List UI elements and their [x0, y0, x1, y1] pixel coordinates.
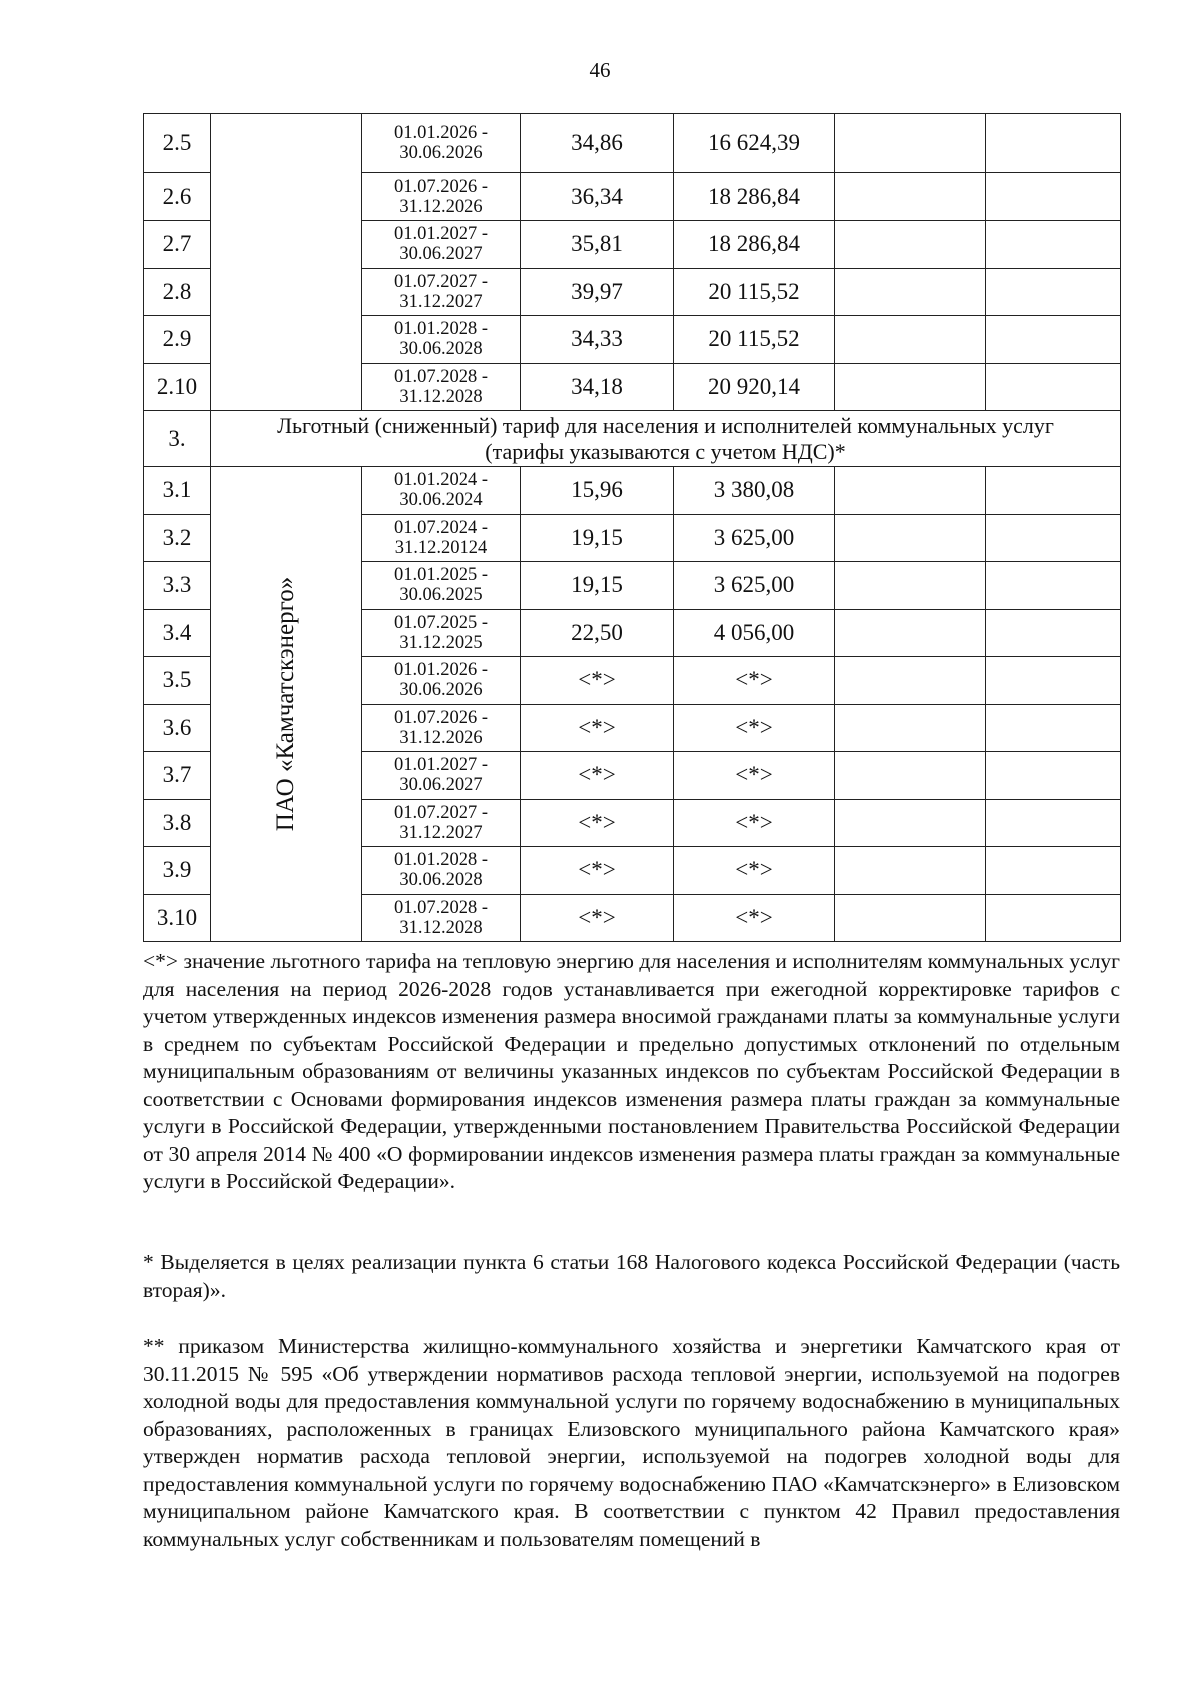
empty-cell [986, 562, 1121, 610]
row-number: 3.10 [144, 894, 211, 942]
period-cell [362, 657, 521, 705]
period-cell [362, 752, 521, 800]
empty-cell [986, 514, 1121, 562]
row-number: 2.7 [144, 221, 211, 269]
period-start: 01.01.2025 - [393, 565, 489, 586]
value-cell: 34,86 [521, 114, 674, 173]
period-end: 30.06.2027 [399, 775, 483, 796]
period-cell [362, 799, 521, 847]
value-cell: 3 625,00 [674, 514, 835, 562]
row-number: 2.9 [144, 316, 211, 364]
value-cell: <*> [521, 894, 674, 942]
empty-cell [986, 114, 1121, 173]
section-number: 3. [144, 411, 211, 467]
value-cell: 20 115,52 [674, 316, 835, 364]
value-cell: 16 624,39 [674, 114, 835, 173]
period-end: 30.06.2026 [399, 680, 483, 701]
row-number: 3.7 [144, 752, 211, 800]
period-cell [362, 609, 521, 657]
table-row [144, 467, 1121, 515]
empty-cell [835, 847, 986, 895]
period-start: 01.01.2028 - [393, 319, 489, 340]
empty-cell [835, 609, 986, 657]
value-cell: <*> [521, 799, 674, 847]
tariff-table [143, 113, 1121, 942]
row-number: 2.8 [144, 268, 211, 316]
empty-cell [835, 363, 986, 411]
period-start: 01.07.2026 - [393, 176, 489, 197]
row-number: 3.9 [144, 847, 211, 895]
empty-cell [835, 114, 986, 173]
period-cell [362, 316, 521, 364]
period-cell [362, 363, 521, 411]
empty-cell [986, 609, 1121, 657]
empty-cell [835, 704, 986, 752]
section-title-line-2: (тарифы указываются с учетом НДС)* [485, 438, 846, 464]
value-cell: <*> [521, 704, 674, 752]
value-cell: 18 286,84 [674, 173, 835, 221]
period-end: 31.12.2028 [399, 386, 483, 407]
empty-cell [986, 221, 1121, 269]
row-number: 3.3 [144, 562, 211, 610]
section-title [211, 411, 1121, 467]
period-end: 31.12.2026 [399, 727, 483, 748]
period-end: 31.12.20124 [394, 537, 488, 558]
value-cell: 19,15 [521, 562, 674, 610]
note-double-asterisk: ** приказом Министерства жилищно-коммунального хозяйства и энергетики Камчатского края от 30.11.2015 № 595 «Об утверждении нормативов расхода тепловой энергии, используемой на подогрев холодной воды для предоставления коммунальной услуги по горячему водоснабжению в муниципальных образованиях, расположенных в границах Елизовского муниципального района Камчатского края» утвержден норматив расхода тепловой энергии, используемой на подогрев холодной воды для предоставления коммунальной услуги по горячему водоснабжению ПАО «Камчатскэнерго» в Елизовском муниципальном районе Камчатского края. В соответствии с пунктом 42 Правил предоставления коммунальных услуг собственникам и пользователям помещений в [143, 1334, 1120, 1551]
table-part-3 [144, 467, 1121, 942]
value-cell: 3 625,00 [674, 562, 835, 610]
empty-cell [835, 221, 986, 269]
empty-cell [835, 657, 986, 705]
row-number: 3.1 [144, 467, 211, 515]
section-row [144, 411, 1121, 467]
period-start: 01.07.2025 - [393, 612, 489, 633]
row-number: 3.4 [144, 609, 211, 657]
period-cell [362, 114, 521, 173]
period-start: 01.01.2024 - [393, 470, 489, 491]
empty-cell [986, 173, 1121, 221]
value-cell: <*> [674, 657, 835, 705]
period-cell [362, 514, 521, 562]
value-cell: <*> [521, 847, 674, 895]
period-end: 30.06.2027 [399, 244, 483, 265]
value-cell: 18 286,84 [674, 221, 835, 269]
empty-cell [986, 467, 1121, 515]
value-cell: <*> [521, 752, 674, 800]
value-cell: 34,18 [521, 363, 674, 411]
value-cell: 34,33 [521, 316, 674, 364]
period-start: 01.07.2027 - [393, 802, 489, 823]
table-part-2 [144, 114, 1121, 411]
empty-cell [986, 704, 1121, 752]
value-cell: <*> [674, 799, 835, 847]
value-cell: 20 920,14 [674, 363, 835, 411]
period-start: 01.07.2024 - [393, 517, 489, 538]
value-cell: 19,15 [521, 514, 674, 562]
empty-cell [835, 467, 986, 515]
empty-cell [835, 173, 986, 221]
value-cell: 4 056,00 [674, 609, 835, 657]
period-cell [362, 173, 521, 221]
period-end: 30.06.2026 [399, 143, 483, 163]
period-end: 30.06.2028 [399, 870, 483, 891]
row-number: 3.8 [144, 799, 211, 847]
row-number: 3.5 [144, 657, 211, 705]
empty-cell [986, 894, 1121, 942]
value-cell: <*> [521, 657, 674, 705]
value-cell: 3 380,08 [674, 467, 835, 515]
section-3-header [144, 411, 1121, 467]
period-start: 01.07.2028 - [393, 366, 489, 387]
period-cell [362, 562, 521, 610]
value-cell: 39,97 [521, 268, 674, 316]
empty-cell [986, 657, 1121, 705]
note-single-asterisk: * Выделяется в целях реализации пункта 6 статьи 168 Налогового кодекса Российской Федерации (часть вторая)». [143, 1250, 1120, 1302]
empty-cell [835, 799, 986, 847]
organization-cell [211, 114, 362, 411]
period-start: 01.07.2026 - [393, 707, 489, 728]
row-number: 3.2 [144, 514, 211, 562]
empty-cell [835, 562, 986, 610]
period-cell [362, 467, 521, 515]
row-number: 2.5 [144, 114, 211, 173]
empty-cell [986, 316, 1121, 364]
row-number: 3.6 [144, 704, 211, 752]
value-cell: 20 115,52 [674, 268, 835, 316]
section-title-line-1: Льготный (сниженный) тариф для населения и исполнителей коммунальных услуг [277, 412, 1054, 438]
value-cell: <*> [674, 894, 835, 942]
period-start: 01.01.2027 - [393, 755, 489, 776]
period-cell [362, 268, 521, 316]
empty-cell [986, 363, 1121, 411]
period-end: 31.12.2027 [399, 822, 483, 843]
organization-cell [211, 467, 362, 942]
empty-cell [835, 268, 986, 316]
value-cell: 36,34 [521, 173, 674, 221]
row-number: 2.10 [144, 363, 211, 411]
table-row [144, 114, 1121, 173]
period-end: 30.06.2028 [399, 339, 483, 360]
period-cell [362, 221, 521, 269]
period-end: 31.12.2028 [399, 917, 483, 938]
empty-cell [835, 514, 986, 562]
note-bracket-asterisk: <*> значение льготного тарифа на тепловую энергию для населения и исполнителям коммунальных услуг для населения на период 2026-2028 годов устанавливается при ежегодной корректировке тарифов с учетом утвержденных индексов изменения размера вносимой гражданами платы за коммунальные услуги в среднем по субъектам Российской Федерации и предельно допустимых отклонений по отдельным муниципальным образованиям от величины указанных индексов по субъектам Российской Федерации в соответствии с Основами формирования индексов изменения размера платы граждан за коммунальные услуги в Российской Федерации, утвержденными постановлением Правительства Российской Федерации от 30 апреля 2014 № 400 «О формировании индексов изменения размера платы граждан за коммунальные услуги в Российской Федерации». [143, 949, 1120, 1193]
period-start: 01.01.2027 - [393, 224, 489, 245]
value-cell: <*> [674, 847, 835, 895]
period-end: 30.06.2024 [399, 490, 483, 511]
period-end: 30.06.2025 [399, 585, 483, 606]
period-cell [362, 894, 521, 942]
empty-cell [986, 268, 1121, 316]
period-end: 31.12.2027 [399, 291, 483, 312]
empty-cell [986, 799, 1121, 847]
empty-cell [835, 894, 986, 942]
empty-cell [986, 847, 1121, 895]
row-number: 2.6 [144, 173, 211, 221]
page-number: 46 [589, 58, 611, 82]
value-cell: 22,50 [521, 609, 674, 657]
value-cell: 15,96 [521, 467, 674, 515]
period-start: 01.01.2028 - [393, 850, 489, 871]
period-start: 01.07.2028 - [393, 897, 489, 918]
empty-cell [835, 752, 986, 800]
period-cell [362, 847, 521, 895]
empty-cell [835, 316, 986, 364]
period-start: 01.07.2027 - [393, 271, 489, 292]
period-start: 01.01.2026 - [393, 660, 489, 681]
organization-name: ПАО «Камчатскэнерго» [272, 576, 299, 832]
value-cell: <*> [674, 752, 835, 800]
value-cell: <*> [674, 704, 835, 752]
value-cell: 35,81 [521, 221, 674, 269]
period-end: 31.12.2025 [399, 632, 483, 653]
period-start: 01.01.2026 - [393, 123, 489, 143]
period-end: 31.12.2026 [399, 196, 483, 217]
empty-cell [986, 752, 1121, 800]
period-cell [362, 704, 521, 752]
